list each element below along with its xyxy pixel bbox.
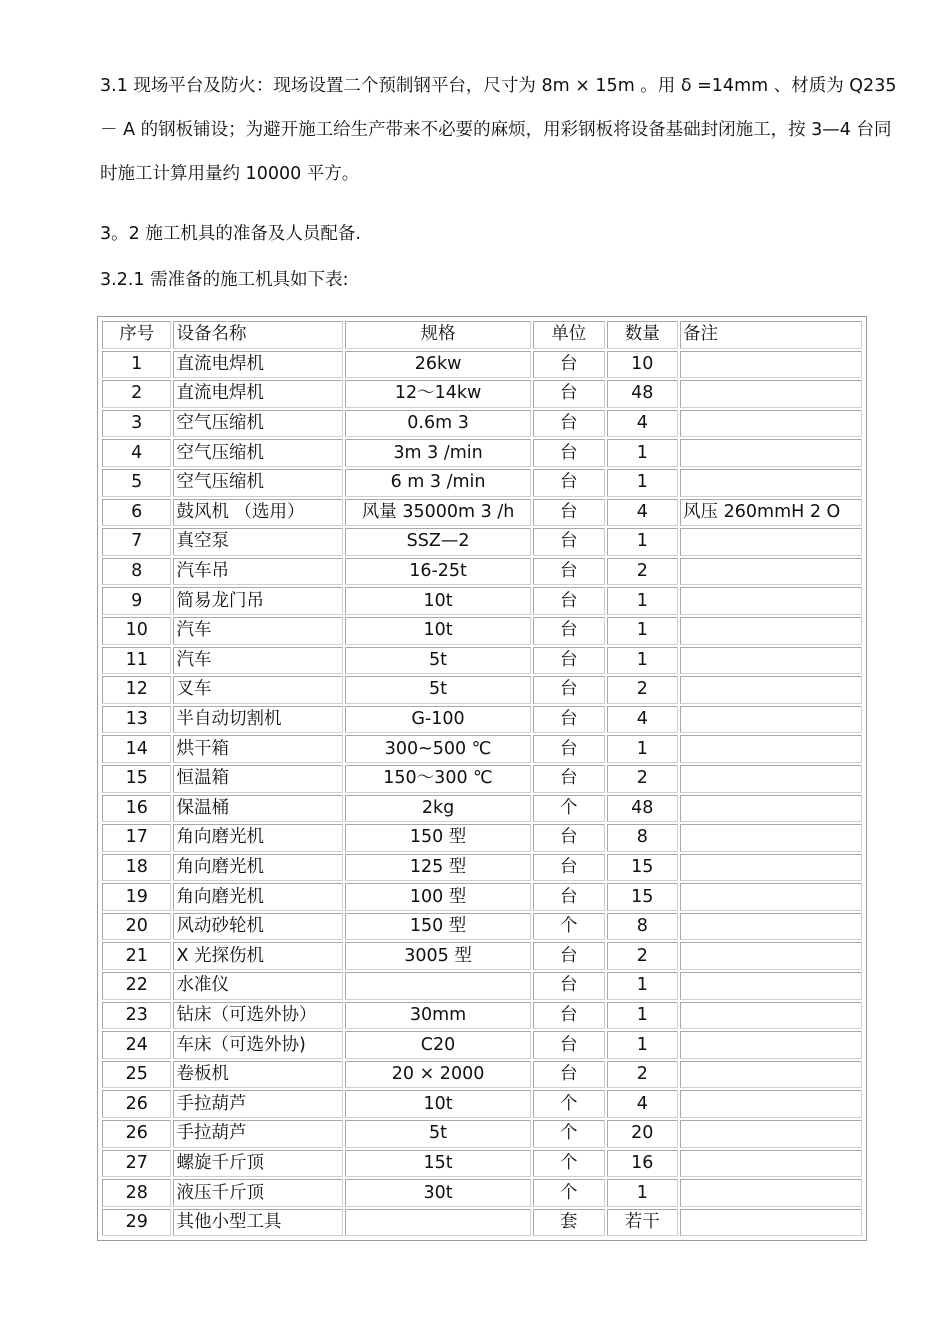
cell-index: 28 bbox=[102, 1179, 171, 1207]
cell-remarks bbox=[680, 647, 862, 675]
cell-quantity: 1 bbox=[607, 1002, 679, 1030]
cell-unit: 个 bbox=[533, 795, 605, 823]
cell-unit: 台 bbox=[533, 558, 605, 586]
cell-equipment-name: 汽车 bbox=[173, 647, 343, 675]
cell-index: 1 bbox=[102, 351, 171, 379]
cell-unit: 台 bbox=[533, 499, 605, 527]
cell-equipment-name: 卷板机 bbox=[173, 1061, 343, 1089]
cell-equipment-name: 简易龙门吊 bbox=[173, 587, 343, 615]
cell-quantity: 若干 bbox=[607, 1209, 679, 1237]
cell-unit: 台 bbox=[533, 824, 605, 852]
cell-equipment-name: 空气压缩机 bbox=[173, 439, 343, 467]
table-row bbox=[102, 410, 862, 438]
cell-unit: 台 bbox=[533, 587, 605, 615]
cell-quantity: 2 bbox=[607, 1061, 679, 1089]
cell-spec: 30t bbox=[345, 1179, 531, 1207]
cell-index: 25 bbox=[102, 1061, 171, 1089]
cell-quantity: 48 bbox=[607, 380, 679, 408]
cell-index: 22 bbox=[102, 972, 171, 1000]
cell-remarks bbox=[680, 380, 862, 408]
cell-index: 13 bbox=[102, 706, 171, 734]
table-row bbox=[102, 824, 862, 852]
cell-unit: 台 bbox=[533, 676, 605, 704]
cell-index: 16 bbox=[102, 795, 171, 823]
cell-equipment-name: 螺旋千斤顶 bbox=[173, 1150, 343, 1178]
table-row bbox=[102, 439, 862, 467]
cell-remarks bbox=[680, 913, 862, 941]
table-row bbox=[102, 1150, 862, 1178]
cell-unit: 个 bbox=[533, 1179, 605, 1207]
cell-remarks bbox=[680, 942, 862, 970]
cell-unit: 个 bbox=[533, 1120, 605, 1148]
cell-equipment-name: 手拉葫芦 bbox=[173, 1120, 343, 1148]
table-row bbox=[102, 883, 862, 911]
cell-spec: 150 型 bbox=[345, 824, 531, 852]
header-quantity: 数量 bbox=[607, 321, 679, 349]
cell-spec: 12～14kw bbox=[345, 380, 531, 408]
header-spec: 规格 bbox=[345, 321, 531, 349]
cell-quantity: 1 bbox=[607, 587, 679, 615]
cell-unit: 台 bbox=[533, 972, 605, 1000]
cell-spec: SSZ—2 bbox=[345, 528, 531, 556]
table-row bbox=[102, 706, 862, 734]
cell-remarks bbox=[680, 883, 862, 911]
table-row bbox=[102, 647, 862, 675]
cell-equipment-name: 钻床（可选外协） bbox=[173, 1002, 343, 1030]
cell-equipment-name: 空气压缩机 bbox=[173, 469, 343, 497]
table-header-row bbox=[102, 321, 862, 349]
cell-index: 15 bbox=[102, 765, 171, 793]
cell-remarks bbox=[680, 1179, 862, 1207]
cell-remarks bbox=[680, 1150, 862, 1178]
cell-spec: C20 bbox=[345, 1031, 531, 1059]
table-row bbox=[102, 1179, 862, 1207]
cell-unit: 台 bbox=[533, 469, 605, 497]
cell-spec bbox=[345, 972, 531, 1000]
cell-unit: 台 bbox=[533, 351, 605, 379]
cell-remarks bbox=[680, 1061, 862, 1089]
cell-remarks bbox=[680, 528, 862, 556]
table-row bbox=[102, 676, 862, 704]
cell-remarks bbox=[680, 765, 862, 793]
cell-quantity: 1 bbox=[607, 647, 679, 675]
cell-index: 18 bbox=[102, 854, 171, 882]
cell-remarks bbox=[680, 558, 862, 586]
table-row bbox=[102, 1061, 862, 1089]
cell-unit: 台 bbox=[533, 617, 605, 645]
table-row bbox=[102, 854, 862, 882]
cell-spec: 10t bbox=[345, 1090, 531, 1118]
cell-equipment-name: 汽车吊 bbox=[173, 558, 343, 586]
cell-spec: 10t bbox=[345, 617, 531, 645]
cell-index: 2 bbox=[102, 380, 171, 408]
cell-quantity: 4 bbox=[607, 706, 679, 734]
cell-spec: 15t bbox=[345, 1150, 531, 1178]
cell-unit: 台 bbox=[533, 528, 605, 556]
cell-spec: 26kw bbox=[345, 351, 531, 379]
cell-index: 29 bbox=[102, 1209, 171, 1237]
cell-remarks bbox=[680, 1090, 862, 1118]
cell-remarks bbox=[680, 1120, 862, 1148]
cell-unit: 台 bbox=[533, 765, 605, 793]
cell-unit: 台 bbox=[533, 942, 605, 970]
cell-equipment-name: 直流电焊机 bbox=[173, 351, 343, 379]
table-row bbox=[102, 558, 862, 586]
cell-quantity: 1 bbox=[607, 439, 679, 467]
cell-quantity: 48 bbox=[607, 795, 679, 823]
table-row bbox=[102, 942, 862, 970]
cell-unit: 个 bbox=[533, 913, 605, 941]
cell-equipment-name: 汽车 bbox=[173, 617, 343, 645]
cell-equipment-name: X 光探伤机 bbox=[173, 942, 343, 970]
cell-unit: 个 bbox=[533, 1150, 605, 1178]
cell-index: 14 bbox=[102, 735, 171, 763]
equipment-table bbox=[100, 319, 864, 1238]
cell-index: 10 bbox=[102, 617, 171, 645]
cell-spec: 16-25t bbox=[345, 558, 531, 586]
cell-index: 23 bbox=[102, 1002, 171, 1030]
cell-spec: 5t bbox=[345, 1120, 531, 1148]
cell-quantity: 1 bbox=[607, 1031, 679, 1059]
cell-equipment-name: 液压千斤顶 bbox=[173, 1179, 343, 1207]
cell-spec: 20 × 2000 bbox=[345, 1061, 531, 1089]
cell-remarks bbox=[680, 1209, 862, 1237]
cell-quantity: 1 bbox=[607, 972, 679, 1000]
cell-equipment-name: 恒温箱 bbox=[173, 765, 343, 793]
cell-equipment-name: 风动砂轮机 bbox=[173, 913, 343, 941]
cell-index: 27 bbox=[102, 1150, 171, 1178]
cell-quantity: 1 bbox=[607, 735, 679, 763]
cell-index: 11 bbox=[102, 647, 171, 675]
cell-spec: 10t bbox=[345, 587, 531, 615]
cell-equipment-name: 烘干箱 bbox=[173, 735, 343, 763]
cell-index: 3 bbox=[102, 410, 171, 438]
cell-index: 17 bbox=[102, 824, 171, 852]
cell-spec: 风量 35000m 3 /h bbox=[345, 499, 531, 527]
cell-quantity: 1 bbox=[607, 469, 679, 497]
cell-remarks bbox=[680, 439, 862, 467]
cell-unit: 台 bbox=[533, 1031, 605, 1059]
cell-remarks bbox=[680, 1031, 862, 1059]
cell-equipment-name: 其他小型工具 bbox=[173, 1209, 343, 1237]
table-row bbox=[102, 528, 862, 556]
cell-remarks bbox=[680, 410, 862, 438]
cell-spec: 3005 型 bbox=[345, 942, 531, 970]
table-row bbox=[102, 587, 862, 615]
cell-quantity: 1 bbox=[607, 617, 679, 645]
cell-equipment-name: 水准仪 bbox=[173, 972, 343, 1000]
cell-remarks bbox=[680, 617, 862, 645]
cell-index: 12 bbox=[102, 676, 171, 704]
equipment-table-body bbox=[102, 351, 862, 1237]
cell-remarks bbox=[680, 972, 862, 1000]
header-remarks: 备注 bbox=[680, 321, 862, 349]
cell-equipment-name: 保温桶 bbox=[173, 795, 343, 823]
cell-quantity: 16 bbox=[607, 1150, 679, 1178]
paragraph-site-platform: 3.1 现场平台及防火：现场设置二个预制钢平台，尺寸为 8m × 15m 。用 δ =14mm 、材质为 Q235 － A 的钢板铺设；为避开施工给生产带来不必要的麻烦，用彩钢板将设备基础封闭施工，按 3—4 台同时施工计算用量约 10000 平方。 bbox=[100, 76, 897, 184]
cell-remarks bbox=[680, 587, 862, 615]
cell-equipment-name: 半自动切割机 bbox=[173, 706, 343, 734]
cell-spec: 125 型 bbox=[345, 854, 531, 882]
cell-quantity: 15 bbox=[607, 883, 679, 911]
cell-unit: 套 bbox=[533, 1209, 605, 1237]
cell-equipment-name: 叉车 bbox=[173, 676, 343, 704]
cell-index: 21 bbox=[102, 942, 171, 970]
cell-equipment-name: 空气压缩机 bbox=[173, 410, 343, 438]
table-row bbox=[102, 1120, 862, 1148]
table-row bbox=[102, 1002, 862, 1030]
cell-unit: 台 bbox=[533, 1061, 605, 1089]
cell-index: 4 bbox=[102, 439, 171, 467]
cell-unit: 台 bbox=[533, 706, 605, 734]
cell-remarks bbox=[680, 735, 862, 763]
cell-unit: 台 bbox=[533, 854, 605, 882]
cell-spec: 5t bbox=[345, 647, 531, 675]
equipment-table-frame bbox=[97, 316, 867, 1241]
cell-equipment-name: 车床（可选外协) bbox=[173, 1031, 343, 1059]
table-row bbox=[102, 499, 862, 527]
cell-quantity: 8 bbox=[607, 824, 679, 852]
cell-quantity: 2 bbox=[607, 676, 679, 704]
cell-equipment-name: 手拉葫芦 bbox=[173, 1090, 343, 1118]
table-row bbox=[102, 469, 862, 497]
cell-unit: 台 bbox=[533, 439, 605, 467]
cell-index: 6 bbox=[102, 499, 171, 527]
cell-quantity: 1 bbox=[607, 528, 679, 556]
cell-remarks bbox=[680, 676, 862, 704]
header-index: 序号 bbox=[102, 321, 171, 349]
cell-unit: 台 bbox=[533, 647, 605, 675]
subsection-heading-tools-table: 3.2.1 需准备的施工机具如下表: bbox=[100, 270, 349, 290]
cell-index: 5 bbox=[102, 469, 171, 497]
cell-remarks bbox=[680, 854, 862, 882]
cell-unit: 台 bbox=[533, 735, 605, 763]
cell-unit: 台 bbox=[533, 883, 605, 911]
cell-spec: 3m 3 /min bbox=[345, 439, 531, 467]
table-row bbox=[102, 1031, 862, 1059]
cell-unit: 个 bbox=[533, 1090, 605, 1118]
table-row bbox=[102, 972, 862, 1000]
cell-quantity: 2 bbox=[607, 558, 679, 586]
cell-quantity: 10 bbox=[607, 351, 679, 379]
table-row bbox=[102, 735, 862, 763]
cell-remarks bbox=[680, 706, 862, 734]
cell-remarks bbox=[680, 351, 862, 379]
cell-unit: 台 bbox=[533, 410, 605, 438]
cell-quantity: 4 bbox=[607, 1090, 679, 1118]
cell-equipment-name: 角向磨光机 bbox=[173, 883, 343, 911]
cell-remarks: 风压 260mmH 2 O bbox=[680, 499, 862, 527]
table-row bbox=[102, 913, 862, 941]
table-row bbox=[102, 765, 862, 793]
cell-spec: 300~500 ℃ bbox=[345, 735, 531, 763]
table-row bbox=[102, 1090, 862, 1118]
cell-unit: 台 bbox=[533, 380, 605, 408]
cell-equipment-name: 角向磨光机 bbox=[173, 854, 343, 882]
table-row bbox=[102, 380, 862, 408]
cell-index: 20 bbox=[102, 913, 171, 941]
cell-spec: 6 m 3 /min bbox=[345, 469, 531, 497]
cell-spec: 5t bbox=[345, 676, 531, 704]
cell-quantity: 2 bbox=[607, 765, 679, 793]
table-row bbox=[102, 351, 862, 379]
cell-spec bbox=[345, 1209, 531, 1237]
cell-spec: 2kg bbox=[345, 795, 531, 823]
cell-equipment-name: 直流电焊机 bbox=[173, 380, 343, 408]
cell-index: 7 bbox=[102, 528, 171, 556]
cell-unit: 台 bbox=[533, 1002, 605, 1030]
cell-remarks bbox=[680, 1002, 862, 1030]
cell-quantity: 8 bbox=[607, 913, 679, 941]
cell-index: 9 bbox=[102, 587, 171, 615]
header-unit: 单位 bbox=[533, 321, 605, 349]
cell-spec: 0.6m 3 bbox=[345, 410, 531, 438]
cell-quantity: 1 bbox=[607, 1179, 679, 1207]
cell-remarks bbox=[680, 469, 862, 497]
cell-index: 26 bbox=[102, 1120, 171, 1148]
cell-index: 8 bbox=[102, 558, 171, 586]
cell-quantity: 15 bbox=[607, 854, 679, 882]
cell-index: 19 bbox=[102, 883, 171, 911]
cell-equipment-name: 真空泵 bbox=[173, 528, 343, 556]
cell-quantity: 20 bbox=[607, 1120, 679, 1148]
cell-index: 26 bbox=[102, 1090, 171, 1118]
header-equipment-name: 设备名称 bbox=[173, 321, 343, 349]
cell-spec: 150～300 ℃ bbox=[345, 765, 531, 793]
cell-remarks bbox=[680, 824, 862, 852]
section-heading-tools-staffing: 3。2 施工机具的准备及人员配备. bbox=[100, 224, 361, 244]
cell-equipment-name: 鼓风机 （选用） bbox=[173, 499, 343, 527]
cell-spec: 150 型 bbox=[345, 913, 531, 941]
table-row bbox=[102, 617, 862, 645]
cell-quantity: 2 bbox=[607, 942, 679, 970]
table-row bbox=[102, 1209, 862, 1237]
cell-quantity: 4 bbox=[607, 410, 679, 438]
table-row bbox=[102, 795, 862, 823]
cell-quantity: 4 bbox=[607, 499, 679, 527]
cell-remarks bbox=[680, 795, 862, 823]
cell-spec: G-100 bbox=[345, 706, 531, 734]
cell-spec: 100 型 bbox=[345, 883, 531, 911]
cell-equipment-name: 角向磨光机 bbox=[173, 824, 343, 852]
cell-spec: 30mm bbox=[345, 1002, 531, 1030]
cell-index: 24 bbox=[102, 1031, 171, 1059]
